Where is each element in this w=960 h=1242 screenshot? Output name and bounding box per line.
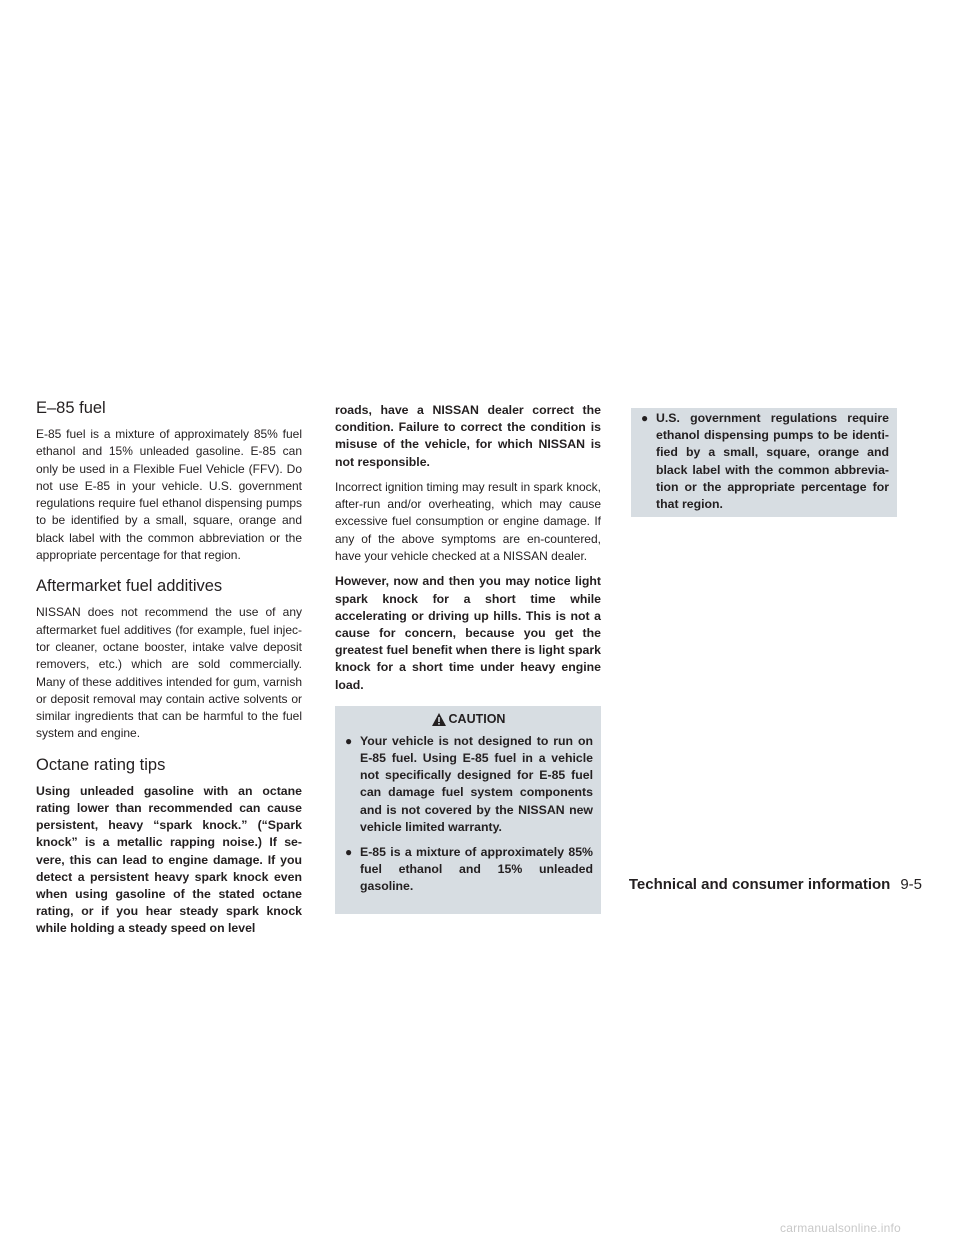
column-middle <box>335 402 601 914</box>
paragraph-e85-fuel: E-85 fuel is a mixture of approximately 85% fuel ethanol and 15% unleaded gasoline. E-85 can only be used in a Flexible Fuel Vehicle (FFV). Do not use E-85 in your vehicle. U.S. government regulations require fuel ethanol dispensing pumps to be identified by a small, square, orange and black label with the common abbreviation or the appropriate percentage for that region. <box>36 427 302 563</box>
column-right <box>631 408 897 517</box>
paragraph-ignition-timing: Incorrect ignition timing may result in spark knock, after-run and/or overheating, which may cause excessive fuel consumption or engine damage. If any of the above symptoms are en-countered, have your vehicle checked at a NISSAN dealer. <box>335 479 601 563</box>
caution-item-text: E-85 is a mixture of approximately 85% fuel ethanol and 15% unleaded gasoline. <box>360 844 593 894</box>
caution-item-text: Your vehicle is not designed to run on E-85 fuel. Using E-85 fuel in a vehicle not specifically designed for E-85 fuel can damage fuel system components and is not covered by the NISSAN new vehicle limited warranty. <box>360 733 593 834</box>
caution-item-text: U.S. government regulations require ethanol dispensing pumps to be identi-fied by a small, square, orange and black label with the common abbrevia-tion or the appropriate percentage for that region. <box>656 411 889 512</box>
heading-e85-fuel: E–85 fuel <box>36 399 106 417</box>
column-left <box>36 398 302 946</box>
caution-item <box>343 733 593 836</box>
page-footer <box>629 876 922 893</box>
bullet-icon: ● <box>345 733 353 748</box>
paragraph-aftermarket-additives: NISSAN does not recommend the use of any aftermarket fuel additives (for example, fuel injec-tor cleaner, octane booster, intake valve deposit removers, etc.) which are sold commercially. Many of these additives intended for gum, varnish or deposit removal may contain active solvents or similar ingredients that can be harmful to the fuel system and engine. <box>36 605 302 741</box>
footer-section-title: Technical and consumer information <box>628 876 891 893</box>
caution-list-continued <box>631 410 897 517</box>
caution-header <box>335 706 601 733</box>
bullet-icon: ● <box>345 844 353 859</box>
warning-triangle-icon <box>431 712 447 727</box>
bullet-icon: ● <box>641 411 649 425</box>
caution-title: CAUTION <box>448 712 506 727</box>
paragraph-octane-tips: Using unleaded gasoline with an octane rating lower than recommended can cause persistent, heavy “spark knock.” (“Spark knock” is a metallic rapping noise.) If se-vere, this can lead to engine damage. If you detect a persistent heavy spark knock even when using gasoline of the stated octane rating, or if you hear steady spark knock while holding a steady speed on level <box>36 783 302 936</box>
heading-aftermarket-additives: Aftermarket fuel additives <box>36 577 223 596</box>
caution-box <box>335 706 601 914</box>
paragraph-light-spark-knock: However, now and then you may notice light spark knock for a short time while accelerating or driving up hills. This is not a cause for concern, because you get the greatest fuel benefit when there is light spark knock for a short time under heavy engine load. <box>335 574 601 692</box>
watermark: carmanualsonline.info <box>780 1221 901 1235</box>
paragraph-octane-continued: roads, have a NISSAN dealer correct the condition. Failure to correct the condition is misuse of the vehicle, for which NISSAN is not responsible. <box>335 403 601 469</box>
caution-item <box>343 844 593 896</box>
caution-item <box>639 410 889 517</box>
caution-list <box>335 733 601 910</box>
caution-box-continued <box>631 408 897 517</box>
page-number: 9-5 <box>900 876 922 893</box>
heading-octane-tips: Octane rating tips <box>36 755 166 774</box>
